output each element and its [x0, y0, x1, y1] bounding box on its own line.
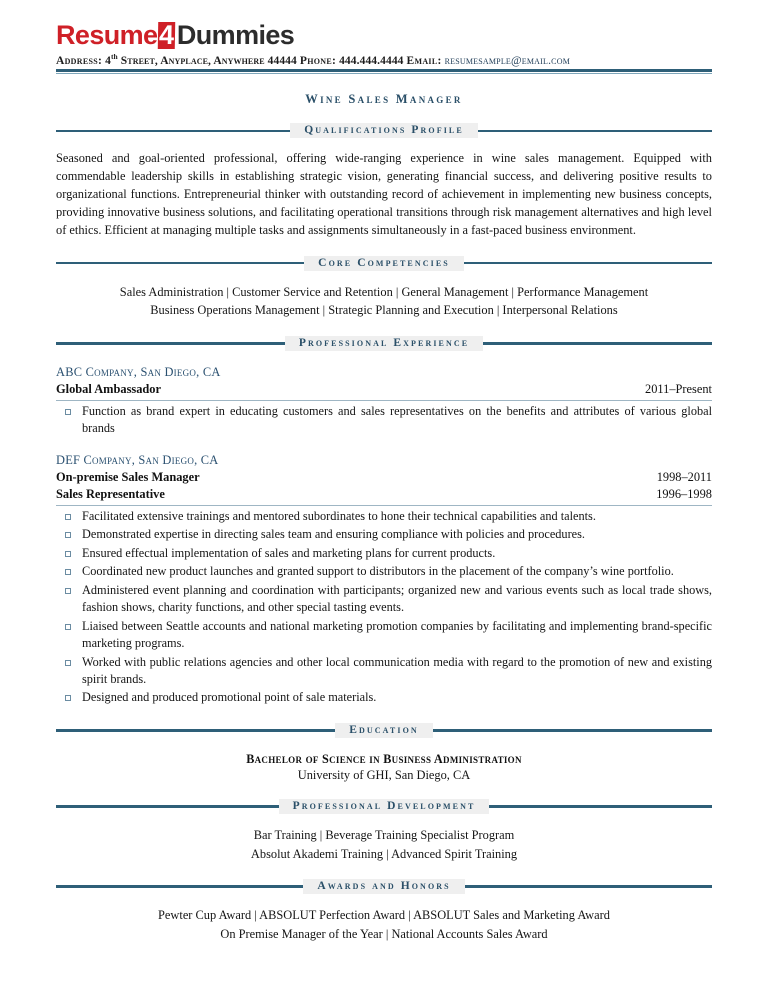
address-value: 4th Street, Anyplace, Anywhere 44444 — [105, 52, 297, 67]
experience-list — [56, 365, 712, 707]
header-divider-thick — [56, 69, 712, 72]
email-label: Email: — [406, 54, 442, 67]
section-header-awards — [56, 879, 712, 894]
address-label: Address: — [56, 54, 103, 67]
section-header-education — [56, 723, 712, 738]
section-rule-left — [56, 130, 290, 133]
core-competencies-body — [56, 283, 712, 320]
list-item: Facilitated extensive trainings and mentored subordinates to hone their technical capabilities and talents. — [56, 508, 712, 525]
job-divider — [56, 505, 712, 506]
section-rule-right — [464, 262, 712, 265]
section-rule-right — [478, 130, 712, 133]
phone-label: Phone: — [299, 54, 337, 67]
section-rule-right — [465, 885, 712, 888]
section-rule-right — [489, 805, 712, 808]
job-title: Global Ambassador — [56, 381, 161, 396]
section-rule-left — [56, 729, 335, 732]
section-rule-left — [56, 262, 304, 265]
company-name: DEF Company, San Diego, CA — [56, 453, 219, 468]
section-header-professional-development — [56, 799, 712, 814]
responsibility-list — [56, 508, 712, 707]
email-value[interactable]: resumesample@email.com — [444, 54, 571, 67]
section-header-qualifications — [56, 123, 712, 138]
awards-line-2: On Premise Manager of the Year | National Accounts Sales Award — [220, 926, 548, 941]
page-title: Wine Sales Manager — [305, 92, 463, 107]
header-divider-thin — [56, 73, 712, 75]
section-header-core-competencies — [56, 256, 712, 271]
job-title: Sales Representative — [56, 487, 165, 502]
professional-development-body — [56, 826, 712, 863]
section-title-education: Education — [335, 723, 433, 738]
section-title-awards: Awards and Honors — [303, 879, 464, 894]
job-dates: 2011–Present — [645, 381, 712, 396]
experience-entry — [56, 365, 712, 438]
competencies-line-2: Business Operations Management | Strategic Planning and Execution | Interpersonal Relations — [150, 303, 618, 318]
section-title-experience: Professional Experience — [285, 336, 483, 351]
logo-text-secondary: Dummies — [176, 20, 295, 50]
responsibility-list — [56, 403, 712, 438]
list-item: Worked with public relations agencies and other local communication media with regard to the promotion of new and existing spirit brands. — [56, 654, 712, 689]
awards-line-1: Pewter Cup Award | ABSOLUT Perfection Award | ABSOLUT Sales and Marketing Award — [158, 908, 610, 923]
section-rule-left — [56, 805, 279, 808]
development-line-1: Bar Training | Beverage Training Specialist Program — [253, 827, 515, 842]
brand-header — [56, 22, 712, 49]
job-title-row — [56, 381, 712, 398]
job-title-row — [56, 486, 712, 503]
section-header-experience — [56, 336, 712, 351]
section-rule-left — [56, 885, 303, 888]
section-title-professional-development: Professional Development — [279, 799, 490, 814]
list-item: Designed and produced promotional point of sale materials. — [56, 689, 712, 706]
job-divider — [56, 400, 712, 401]
awards-body — [56, 906, 712, 943]
logo-text-primary: Resume — [56, 20, 158, 50]
company-name: ABC Company, San Diego, CA — [56, 364, 221, 379]
education-degree: Bachelor of Science in Business Administration — [246, 751, 522, 766]
development-line-2: Absolut Akademi Training | Advanced Spirit Training — [250, 846, 518, 861]
logo-badge-four: 4 — [159, 20, 175, 50]
list-item: Administered event planning and coordination with participants; organized new and various events such as local trade shows, fashion shows, charity functions, and other special tasting events. — [56, 582, 712, 617]
ordinal-suffix: th — [110, 52, 118, 61]
job-title-row — [56, 469, 712, 486]
section-title-core-competencies: Core Competencies — [304, 256, 464, 271]
job-title: On-premise Sales Manager — [56, 470, 200, 485]
education-school: University of GHI, San Diego, CA — [297, 767, 471, 782]
section-title-qualifications: Qualifications Profile — [290, 123, 478, 138]
section-rule-left — [56, 342, 285, 345]
section-rule-right — [433, 729, 712, 732]
list-item: Liaised between Seattle accounts and national marketing promotion companies by facilitating and implementing brand-specific marketing programs. — [56, 618, 712, 653]
job-dates: 1996–1998 — [656, 487, 712, 502]
section-rule-right — [483, 342, 712, 345]
experience-entry — [56, 453, 712, 706]
job-dates: 1998–2011 — [656, 470, 712, 485]
header-divider — [56, 69, 712, 75]
competencies-line-1: Sales Administration | Customer Service and Retention | General Management | Performance Management — [119, 284, 649, 299]
contact-line — [56, 52, 712, 67]
list-item: Coordinated new product launches and granted support to distributors in the placement of the company’s wine portfolio. — [56, 563, 712, 580]
phone-value: 444.444.4444 — [339, 54, 404, 67]
logo — [56, 22, 294, 49]
qualifications-body: Seasoned and goal-oriented professional, offering wide-ranging experience in wine sales management. Equipped with commendable leadership skills in establishing strategic vision, generating financial success, and delivering positive results to organizational functions. Entrepreneurial thinker with outstanding record of achievement in implementing new business concepts, providing innovative business solutions, and facilitating operational transitions through risk management alternatives and high level of ethics. Efficient at managing multiple tasks and assignments simultaneously in a fast-paced business environment. — [56, 151, 712, 237]
list-item: Ensured effectual implementation of sales and marketing plans for current products. — [56, 545, 712, 562]
list-item: Function as brand expert in educating customers and sales representatives on the benefits and attributes of various global brands — [56, 403, 712, 438]
list-item: Demonstrated expertise in directing sales team and ensuring compliance with policies and procedures. — [56, 526, 712, 543]
